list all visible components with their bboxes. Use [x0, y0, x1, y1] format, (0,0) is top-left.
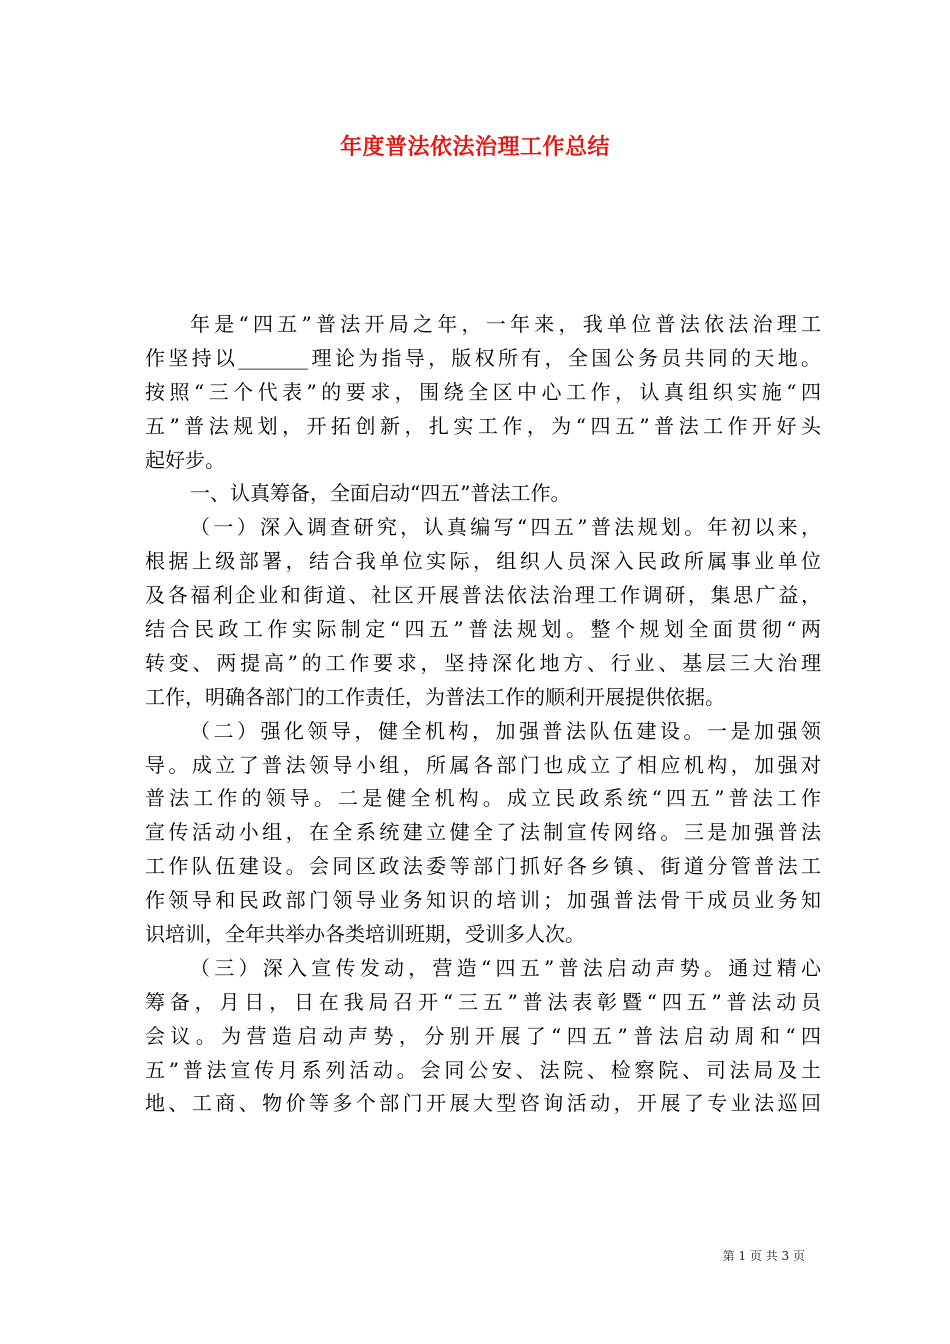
text-line: 导。成立了普法领导小组，所属各部门也成立了相应机构，加强对 [145, 752, 821, 777]
text-line: 宣传活动小组，在全系统建立健全了法制宣传网络。三是加强普法 [145, 820, 821, 845]
text-line: 根据上级部署，结合我单位实际，组织人员深入民政所属事业单位 [145, 549, 821, 574]
text-line: （一）深入调查研究，认真编写“四五”普法规划。年初以来， [190, 515, 821, 540]
text-line: 五”普法规划，开拓创新，扎实工作，为“四五”普法工作开好头 [145, 413, 821, 438]
text-line: 及各福利企业和街道、社区开展普法依法治理工作调研，集思广益， [145, 583, 821, 608]
text-line: 结合民政工作实际制定“四五”普法规划。整个规划全面贯彻“两 [145, 617, 821, 642]
text-line: 地、工商、物价等多个部门开展大型咨询活动，开展了专业法巡回 [145, 1091, 821, 1116]
text-line: 一、认真筹备，全面启动“四五”普法工作。 [190, 481, 571, 506]
text-line: 会议。为营造启动声势，分别开展了“四五”普法启动周和“四 [145, 1023, 821, 1048]
text-line: 工作，明确各部门的工作责任，为普法工作的顺利开展提供依据。 [145, 684, 725, 709]
text-line: 年是“四五”普法开局之年，一年来，我单位普法依法治理工 [190, 312, 821, 336]
text-line: 筹备，月日，日在我局召开“三五”普法表彰暨“四五”普法动员 [145, 989, 821, 1014]
text-line: 普法工作的领导。二是健全机构。成立民政系统“四五”普法工作 [145, 786, 821, 811]
text-line: 起好步。 [145, 447, 225, 472]
page-footer: 第 1 页 共 3 页 [722, 1249, 805, 1263]
text-line: 识培训，全年共举办各类培训班期，受训多人次。 [145, 922, 585, 947]
text-line: （三）深入宣传发动，营造“四五”普法启动声势。通过精心 [190, 955, 821, 980]
text-line: 按照“三个代表”的要求，围绕全区中心工作，认真组织实施“四 [145, 379, 821, 404]
document-body [145, 308, 821, 1121]
text-line: 转变、两提高”的工作要求，坚持深化地方、行业、基层三大治理 [145, 650, 821, 675]
document-title: 年度普法依法治理工作总结 [339, 134, 610, 160]
text-line: 作领导和民政部门领导业务知识的培训；加强普法骨干成员业务知 [145, 888, 821, 913]
text-line: 作坚持以_______理论为指导，版权所有，全国公务员共同的天地。 [145, 345, 821, 370]
text-line: 工作队伍建设。会同区政法委等部门抓好各乡镇、街道分管普法工 [145, 854, 821, 879]
text-line: （二）强化领导，健全机构，加强普法队伍建设。一是加强领 [190, 718, 821, 743]
text-line: 五”普法宣传月系列活动。会同公安、法院、检察院、司法局及土 [145, 1057, 821, 1082]
